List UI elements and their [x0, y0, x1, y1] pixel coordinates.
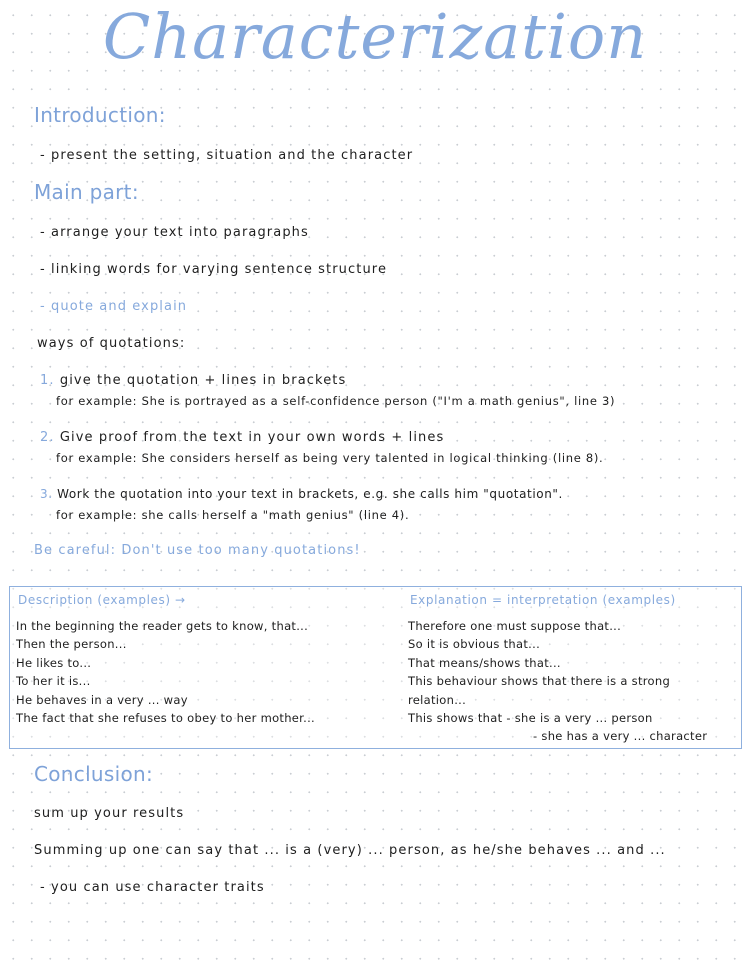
table-row: To her it is... — [16, 674, 91, 689]
way-3-text: Work the quotation into your text in brackets, e.g. she calls him "quotation". — [57, 487, 563, 501]
main-part-item-linking-words: - linking words for varying sentence structure — [40, 262, 388, 277]
way-1-number: 1. — [40, 373, 55, 388]
table-row: In the beginning the reader gets to know, that... — [16, 619, 309, 633]
way-3-example: for example: she calls herself a "math genius" (line 4). — [56, 508, 410, 522]
way-1-text: give the quotation + lines in brackets — [59, 373, 347, 388]
table-row: That means/shows that... — [408, 655, 561, 670]
table-row: The fact that she refuses to obey to her mother... — [16, 711, 316, 726]
table-row: relation... — [408, 692, 467, 707]
introduction-item: - present the setting, situation and the character — [40, 148, 414, 163]
way-2-example: for example: She considers herself as being very talented in logical thinking (line 8). — [56, 451, 604, 465]
table-row: He likes to... — [16, 655, 92, 670]
way-3 — [40, 487, 563, 501]
table-row: - she has a very ... character — [533, 729, 708, 744]
conclusion-item-sum-up: sum up your results — [34, 806, 185, 821]
way-2-number: 2. — [40, 430, 55, 445]
ways-of-quotations-label: ways of quotations: — [37, 336, 186, 351]
conclusion-item-summing-up: Summing up one can say that ... is a (very) ... person, as he/she behaves ... and ... — [34, 843, 666, 858]
main-part-item-paragraphs: - arrange your text into paragraphs — [40, 225, 309, 240]
main-part-heading: Main part: — [34, 180, 139, 204]
table-row: Then the person... — [16, 637, 127, 652]
way-2-text: Give proof from the text in your own words + lines — [59, 430, 445, 445]
table-row: He behaves in a very ... way — [16, 692, 188, 707]
page-title: Characterization — [102, 0, 648, 73]
description-column — [16, 617, 406, 727]
way-2 — [40, 430, 444, 445]
conclusion-heading: Conclusion: — [34, 762, 154, 786]
explanation-column — [408, 617, 738, 746]
conclusion-item-traits: - you can use character traits — [40, 880, 265, 895]
way-1 — [40, 373, 346, 388]
warning-note: Be careful: Don't use too many quotations! — [34, 543, 361, 558]
table-right-header: Explanation = interpretation (examples) — [410, 593, 676, 607]
way-3-number: 3. — [40, 487, 53, 501]
table-row: Therefore one must suppose that... — [408, 619, 622, 633]
table-left-header: Description (examples) → — [18, 593, 186, 607]
table-row: This behaviour shows that there is a strong — [408, 674, 671, 689]
table-row: This shows that - she is a very ... person — [408, 711, 653, 726]
main-part-item-quote: - quote and explain — [40, 299, 188, 314]
phrases-table — [9, 586, 742, 749]
table-row: So it is obvious that... — [408, 637, 541, 652]
way-1-example: for example: She is portrayed as a self-confidence person ("I'm a math genius", line 3) — [56, 394, 616, 408]
introduction-heading: Introduction: — [34, 103, 166, 127]
